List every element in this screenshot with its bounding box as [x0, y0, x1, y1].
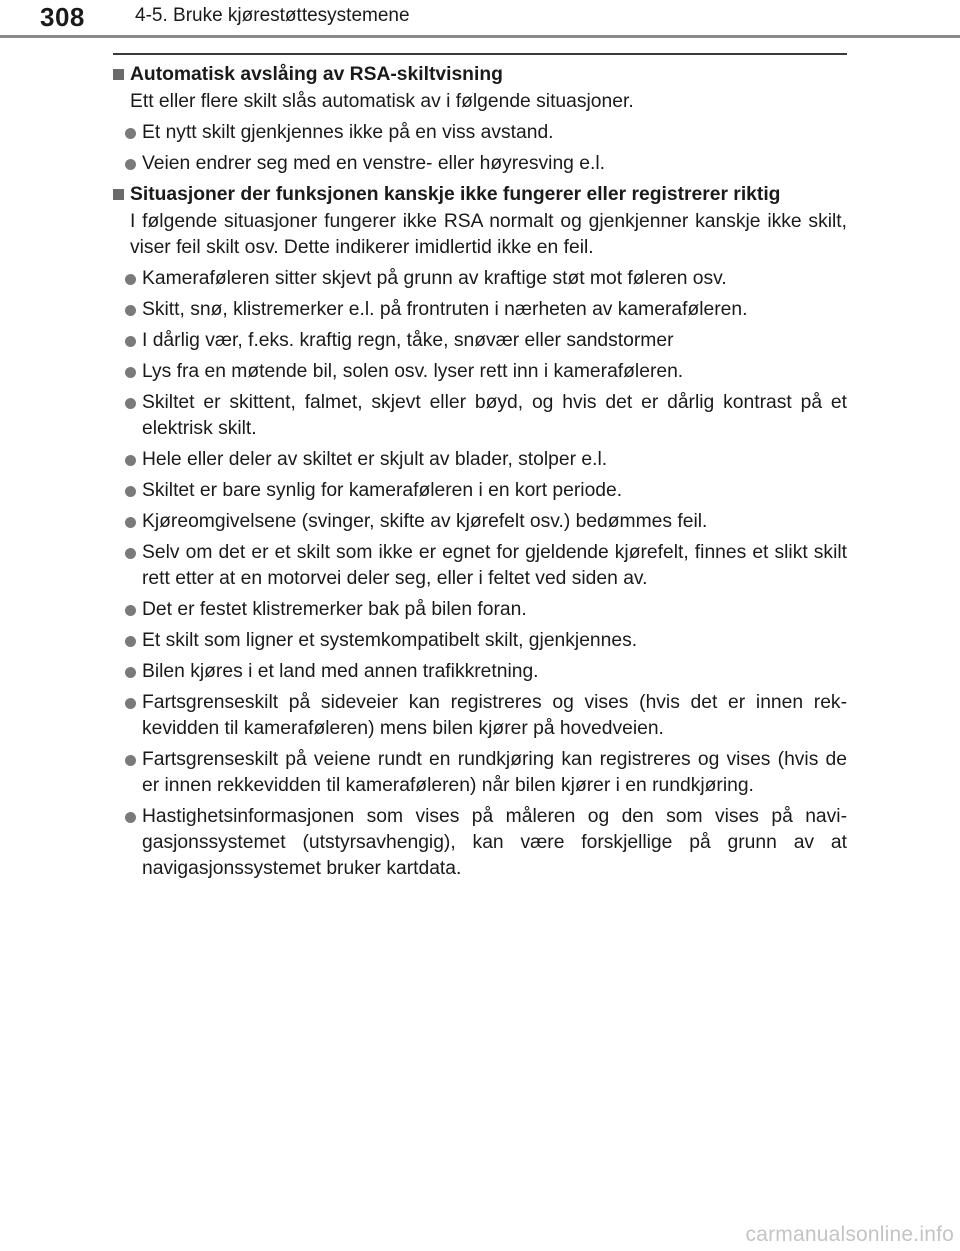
- list-item-text: Fartsgrenseskilt på sideveier kan registreres og vises (hvis det er innen rekkevidden til kameraføleren) mens bilen kjører på hovedveien.: [142, 692, 847, 739]
- circle-bullet-icon: [125, 486, 136, 497]
- list-item-text: I dårlig vær, f.eks. kraftig regn, tåke, snøvær eller sandstormer: [142, 330, 674, 351]
- list-item-text: Skitt, snø, klistremerker e.l. på frontruten i nærheten av kameraføleren.: [142, 299, 748, 320]
- bullet-list: [113, 266, 847, 882]
- list-item: [113, 509, 847, 535]
- circle-bullet-icon: [125, 698, 136, 709]
- list-item-text: Selv om det er et skilt som ikke er egnet for gjeldende kjørefelt, finnes et slikt skilt rett etter at en motorvei deler seg, eller i feltet ved siden av.: [142, 542, 847, 589]
- square-bullet-icon: [113, 189, 124, 200]
- list-item: [113, 297, 847, 323]
- section-intro: I følgende situasjoner fungerer ikke RSA normalt og gjenkjenner kanskje ikke skilt, viser feil skilt osv. Dette indikerer imidlertid ikke en feil.: [130, 211, 847, 258]
- section-intro: Ett eller flere skilt slås automatisk av i følgende situasjoner.: [130, 91, 634, 112]
- list-item: [113, 540, 847, 592]
- bullet-list: [113, 120, 847, 177]
- circle-bullet-icon: [125, 517, 136, 528]
- header-rule: [0, 35, 960, 38]
- circle-bullet-icon: [125, 305, 136, 316]
- list-item: [113, 804, 847, 882]
- square-bullet-icon: [113, 69, 124, 80]
- list-item: [113, 447, 847, 473]
- list-item-text: Et nytt skilt gjenkjennes ikke på en viss avstand.: [142, 122, 554, 143]
- circle-bullet-icon: [125, 548, 136, 559]
- section-auto-off: [113, 62, 847, 177]
- circle-bullet-icon: [125, 667, 136, 678]
- circle-bullet-icon: [125, 455, 136, 466]
- list-item-text: Hastighetsinformasjonen som vises på måleren og den som vises på navigasjonssystemet (utstyrsavhengig), kan være forskjellige på grunn av at navigasjonssystemet bruker kartdata.: [142, 806, 847, 879]
- list-item-text: Hele eller deler av skiltet er skjult av blader, stolper e.l.: [142, 449, 608, 470]
- list-item: [113, 120, 847, 146]
- circle-bullet-icon: [125, 636, 136, 647]
- list-item-text: Skiltet er skittent, falmet, skjevt eller bøyd, og hvis det er dårlig kontrast på et elektrisk skilt.: [142, 392, 847, 439]
- chapter-title: 4-5. Bruke kjørestøttesystemene: [135, 5, 410, 26]
- page-number: 308: [40, 2, 85, 32]
- list-item: [113, 390, 847, 442]
- section-heading-text: Automatisk avslåing av RSA-skiltvisning: [130, 64, 503, 85]
- list-item-text: Et skilt som ligner et systemkompatibelt skilt, gjenkjennes.: [142, 630, 638, 651]
- list-item: [113, 628, 847, 654]
- page-content: [113, 62, 847, 887]
- list-item-text: Veien endrer seg med en venstre- eller høyresving e.l.: [142, 153, 605, 174]
- list-item: [113, 690, 847, 742]
- list-item: [113, 659, 847, 685]
- circle-bullet-icon: [125, 398, 136, 409]
- circle-bullet-icon: [125, 274, 136, 285]
- list-item: [113, 747, 847, 799]
- section-heading-text: Situasjoner der funksjonen kanskje ikke fungerer eller registrerer riktig: [130, 184, 781, 205]
- list-item-text: Bilen kjøres i et land med annen trafikkretning.: [142, 661, 539, 682]
- circle-bullet-icon: [125, 812, 136, 823]
- section-heading: [113, 62, 847, 88]
- circle-bullet-icon: [125, 159, 136, 170]
- circle-bullet-icon: [125, 336, 136, 347]
- list-item: [113, 328, 847, 354]
- list-item-text: Kjøreomgivelsene (svinger, skifte av kjørefelt osv.) bedømmes feil.: [142, 511, 708, 532]
- list-item: [113, 266, 847, 292]
- list-item: [113, 151, 847, 177]
- list-item-text: Kameraføleren sitter skjevt på grunn av kraftige støt mot føleren osv.: [142, 268, 727, 289]
- circle-bullet-icon: [125, 755, 136, 766]
- list-item-text: Lys fra en møtende bil, solen osv. lyser rett inn i kameraføleren.: [142, 361, 684, 382]
- list-item-text: Fartsgrenseskilt på veiene rundt en rundkjøring kan registreres og vises (hvis de er innen rekkevidden til kameraføleren) når bilen kjører i en rundkjøring.: [142, 749, 847, 796]
- circle-bullet-icon: [125, 128, 136, 139]
- list-item: [113, 478, 847, 504]
- watermark: carmanualsonline.info: [745, 1223, 954, 1246]
- section-limitations: [113, 182, 847, 882]
- circle-bullet-icon: [125, 367, 136, 378]
- content-top-rule: [113, 53, 847, 55]
- page-header: [0, 0, 960, 44]
- list-item-text: Det er festet klistremerker bak på bilen foran.: [142, 599, 527, 620]
- list-item-text: Skiltet er bare synlig for kameraføleren i en kort periode.: [142, 480, 623, 501]
- section-heading: [113, 182, 847, 208]
- list-item: [113, 597, 847, 623]
- circle-bullet-icon: [125, 605, 136, 616]
- list-item: [113, 359, 847, 385]
